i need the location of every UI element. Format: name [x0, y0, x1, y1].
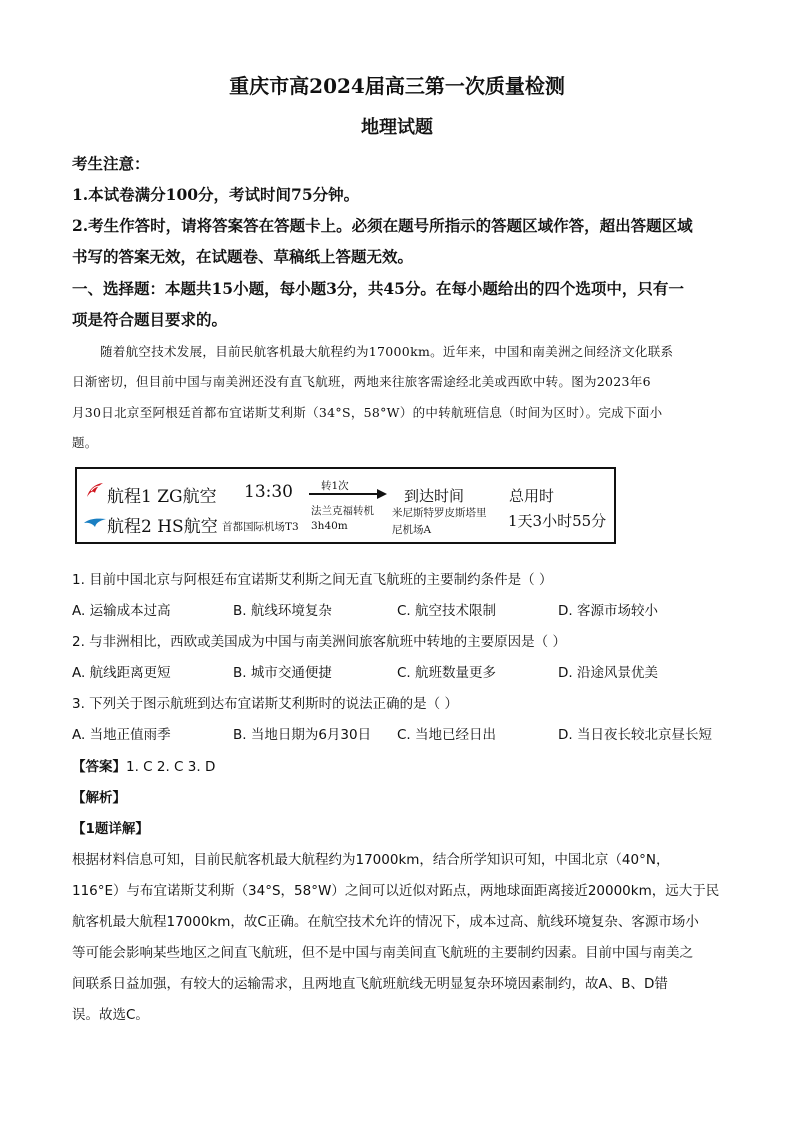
flight-total-label: 总用时 [509, 487, 555, 505]
question-3-option-b: B. 当地日期为6月30日 [233, 727, 372, 743]
transfer-arrow-icon [309, 489, 387, 499]
question-3-option-a: A. 当地正值雨季 [72, 727, 171, 743]
flight-route-2: 航程2 HS航空 [107, 517, 218, 537]
question-1-option-b: B. 航线环境复杂 [233, 603, 332, 619]
analysis-label: 【解析】 [72, 790, 126, 806]
section-heading-line-2: 项是符合题目要求的。 [72, 310, 228, 329]
material-line-4: 题。 [72, 435, 98, 450]
question-1-option-c: C. 航空技术限制 [397, 603, 497, 619]
exam-subtitle: 地理试题 [361, 117, 433, 138]
exam-title: 重庆市高2024届高三第一次质量检测 [229, 74, 565, 98]
notice-item-2-line-2: 书写的答案无效，在试题卷、草稿纸上答题无效。 [72, 247, 414, 266]
question-1-option-d: D. 客源市场较小 [558, 603, 658, 619]
material-line-3: 月30日北京至阿根廷首都布宜诺斯艾利斯（34°S，58°W）的中转航班信息（时间为区时）。完成下面小 [72, 405, 663, 420]
question-3-option-d: D. 当日夜长较北京昼长短 [558, 727, 712, 743]
analysis-detail-label: 【1题详解】 [72, 821, 149, 837]
flight-arrival-airport-line-1: 米尼斯特罗皮斯塔里 [392, 507, 487, 519]
question-3-option-c: C. 当地已经日出 [397, 727, 497, 743]
question-3-stem: 3. 下列关于图示航班到达布宜诺斯艾利斯时的说法正确的是（ ） [72, 696, 458, 712]
flight-transfer-airport: 法兰克福转机 [311, 505, 374, 517]
analysis-line-2: 116°E）与布宜诺斯艾利斯（34°S，58°W）之间可以近似对跖点，两地球面距离接近20000km，远大于民 [72, 883, 720, 899]
question-2-option-a: A. 航线距离更短 [72, 665, 171, 681]
answer-line [72, 755, 722, 775]
airline-phoenix-logo-icon [85, 481, 105, 499]
flight-total-value: 1天3小时55分 [508, 512, 607, 530]
answer-label: 【答案】 [72, 759, 126, 775]
flight-transfer-count: 转1次 [321, 480, 349, 492]
notice-heading: 考生注意： [72, 154, 150, 173]
analysis-line-3: 航客机最大航程17000km，故C正确。在航空技术允许的情况下，成本过高、航线环境复杂、客源市场小 [72, 914, 699, 930]
material-line-2: 日渐密切，但目前中国与南美洲还没有直飞航班，两地来往旅客需途经北美或西欧中转。图为2023年6 [72, 374, 651, 389]
flight-route-1: 航程1 ZG航空 [107, 487, 217, 507]
analysis-line-6: 误。故选C。 [72, 1007, 149, 1023]
analysis-line-1: 根据材料信息可知，目前民航客机最大航程约为17000km，结合所学知识可知，中国北京（40°N， [72, 852, 670, 868]
section-heading-line-1: 一、选择题：本题共15小题，每小题3分，共45分。在每小题给出的四个选项中，只有一 [72, 279, 684, 298]
analysis-line-4: 等可能会影响某些地区之间直飞航班，但不是中国与南美间直飞航班的主要制约因素。目前中国与南美之 [72, 945, 693, 961]
question-2-option-c: C. 航班数量更多 [397, 665, 497, 681]
flight-arrival-airport-line-2: 尼机场A [392, 524, 432, 536]
flight-arrival-label: 到达时间 [404, 487, 465, 505]
question-1-stem: 1. 目前中国北京与阿根廷布宜诺斯艾利斯之间无直飞航班的主要制约条件是（ ） [72, 572, 553, 588]
flight-depart-airport: 首都国际机场T3 [222, 521, 299, 533]
analysis-line-5: 间联系日益加强，有较大的运输需求，且两地直飞航班航线无明显复杂环境因素制约，故A、B、D错 [72, 976, 668, 992]
answer-values: 1. C 2. C 3. D [126, 759, 216, 775]
question-2-stem: 2. 与非洲相比，西欧或美国成为中国与南美洲间旅客航班中转地的主要原因是（ ） [72, 634, 566, 650]
notice-item-2-line-1: 2.考生作答时，请将答案答在答题卡上。必须在题号所指示的答题区域作答，超出答题区域 [72, 216, 693, 235]
question-2-option-b: B. 城市交通便捷 [233, 665, 332, 681]
material-line-1: 随着航空技术发展，目前民航客机最大航程约为17000km。近年来，中国和南美洲之间经济文化联系 [100, 344, 674, 359]
airline-bird-logo-icon [83, 516, 107, 530]
question-1-option-a: A. 运输成本过高 [72, 603, 171, 619]
flight-transfer-duration: 3h40m [311, 520, 348, 532]
flight-depart-time: 13:30 [244, 482, 293, 502]
notice-item-1: 1.本试卷满分100分，考试时间75分钟。 [72, 185, 360, 204]
question-2-option-d: D. 沿途风景优美 [558, 665, 658, 681]
flight-info-figure [75, 467, 616, 544]
